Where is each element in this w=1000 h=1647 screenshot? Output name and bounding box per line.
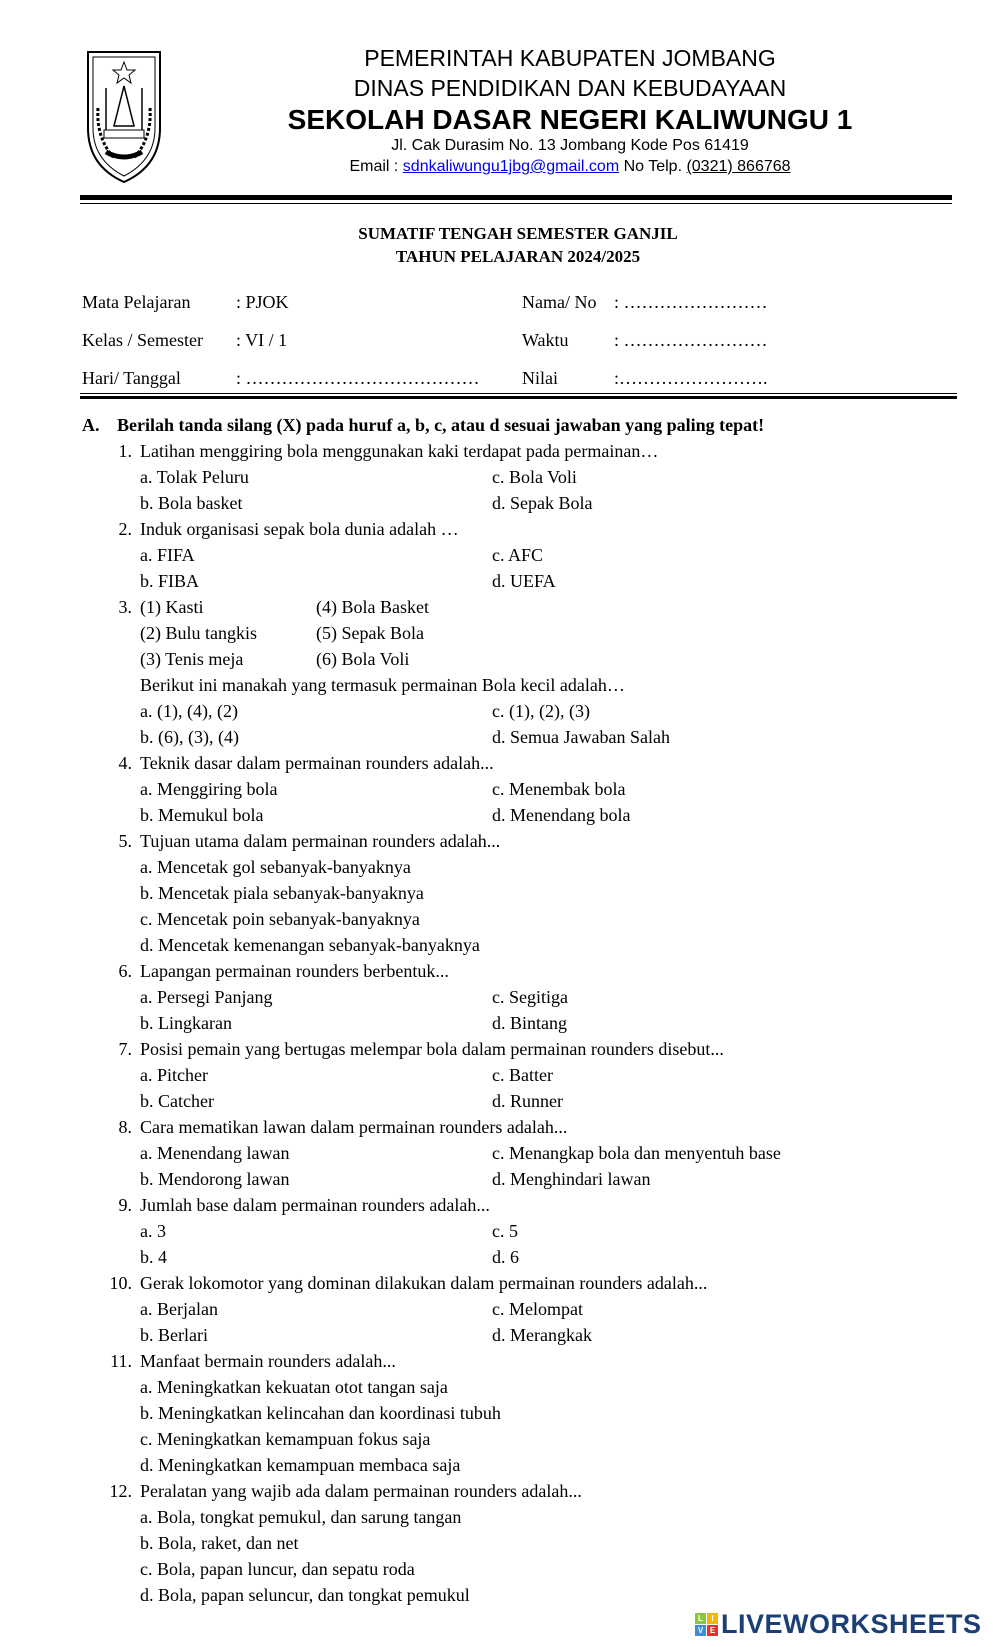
info-rule-thin <box>80 393 957 394</box>
preamble-item: (3) Tenis meja <box>140 649 244 669</box>
academic-year: TAHUN PELAJARAN 2024/2025 <box>395 247 641 266</box>
live-blocks-icon <box>695 1613 718 1636</box>
answer-option[interactable]: b. Mendorong lawan <box>140 1169 290 1189</box>
day-field[interactable]: : ………………………………… <box>236 368 480 388</box>
question-text: Peralatan yang wajib ada dalam permainan rounders adalah... <box>140 1481 582 1501</box>
answer-option[interactable]: c. Bola Voli <box>492 467 577 487</box>
option-row <box>82 1322 962 1348</box>
answer-option[interactable]: b. Lingkaran <box>140 1013 232 1033</box>
answer-option[interactable]: c. AFC <box>492 545 544 565</box>
question-item <box>82 958 962 1036</box>
preamble-row <box>82 646 962 672</box>
email-label: Email : <box>349 158 403 175</box>
answer-option[interactable]: b. Memukul bola <box>140 805 264 825</box>
answer-option[interactable]: a. Tolak Peluru <box>140 467 249 487</box>
question-text: Teknik dasar dalam permainan rounders adalah... <box>140 753 494 773</box>
government-name: PEMERINTAH KABUPATEN JOMBANG <box>364 45 776 71</box>
question-text: Cara mematikan lawan dalam permainan rounders adalah... <box>140 1117 568 1137</box>
subject-value: : PJOK <box>236 292 289 312</box>
day-label: Hari/ Tanggal <box>82 368 181 388</box>
answer-option[interactable]: d. Mencetak kemenangan sebanyak-banyaknya <box>140 935 480 955</box>
answer-option[interactable]: c. Mencetak poin sebanyak-banyaknya <box>140 909 420 929</box>
option-row <box>82 1218 962 1244</box>
phone-number: (0321) 866768 <box>686 158 791 175</box>
answer-option[interactable]: a. Berjalan <box>140 1299 218 1319</box>
question-stem <box>82 1348 962 1374</box>
option-row <box>82 1010 962 1036</box>
option-row <box>82 1452 962 1478</box>
answer-option[interactable]: a. Menggiring bola <box>140 779 278 799</box>
option-row <box>82 906 962 932</box>
answer-option[interactable]: b. Bola, raket, dan net <box>140 1533 299 1553</box>
question-number: 11. <box>110 1351 132 1371</box>
department-name: DINAS PENDIDIKAN DAN KEBUDAYAAN <box>353 75 787 101</box>
question-text: Lapangan permainan rounders berbentuk... <box>140 961 449 981</box>
header-rule-thick <box>80 195 952 200</box>
contact-line <box>200 158 940 176</box>
question-number: 4. <box>118 753 132 773</box>
question-item <box>82 438 962 516</box>
question-text: Tujuan utama dalam permainan rounders adalah... <box>140 831 501 851</box>
answer-option[interactable]: c. Meningkatkan kemampuan fokus saja <box>140 1429 431 1449</box>
exam-title: SUMATIF TENGAH SEMESTER GANJIL <box>358 224 678 243</box>
answer-option[interactable]: d. Semua Jawaban Salah <box>492 727 670 747</box>
question-stem <box>82 1036 962 1062</box>
question-item <box>82 1114 962 1192</box>
option-row <box>82 1166 962 1192</box>
question-stem <box>82 1114 962 1140</box>
question-list <box>82 438 962 1608</box>
question-text: Posisi pemain yang bertugas melempar bola dalam permainan rounders disebut... <box>140 1039 724 1059</box>
question-item <box>82 1036 962 1114</box>
section-instruction: Berilah tanda silang (X) pada huruf a, b, c, atau d sesuai jawaban yang paling tepat! <box>117 415 765 435</box>
answer-option[interactable]: c. Batter <box>492 1065 553 1085</box>
option-row <box>82 1504 962 1530</box>
answer-option[interactable]: a. (1), (4), (2) <box>140 701 238 721</box>
option-row <box>82 1426 962 1452</box>
option-row <box>82 1140 962 1166</box>
time-field[interactable]: : …………………… <box>614 330 768 350</box>
question-item <box>82 828 962 958</box>
question-stem <box>82 1270 962 1296</box>
question-number: 6. <box>118 961 132 981</box>
question-text: Berikut ini manakah yang termasuk permainan Bola kecil adalah… <box>140 675 625 695</box>
question-number: 1. <box>118 441 132 461</box>
question-stem <box>82 828 962 854</box>
preamble-item: (5) Sepak Bola <box>316 623 424 643</box>
email-link[interactable]: sdnkaliwungu1jbg@gmail.com <box>402 158 620 175</box>
option-row <box>82 1296 962 1322</box>
answer-option[interactable]: c. (1), (2), (3) <box>492 701 590 721</box>
answer-option[interactable]: d. Menendang bola <box>492 805 631 825</box>
answer-option[interactable]: b. Meningkatkan kelincahan dan koordinasi tubuh <box>140 1403 501 1423</box>
subject-label: Mata Pelajaran <box>82 292 191 312</box>
score-label: Nilai <box>522 368 558 388</box>
question-stem <box>82 594 962 620</box>
answer-option[interactable]: d. UEFA <box>492 571 556 591</box>
answer-option[interactable]: c. Menangkap bola dan menyentuh base <box>492 1143 781 1163</box>
question-text: Manfaat bermain rounders adalah... <box>140 1351 396 1371</box>
answer-option[interactable]: a. FIFA <box>140 545 195 565</box>
question-number: 12. <box>109 1481 132 1501</box>
option-row <box>82 1244 962 1270</box>
question-number: 5. <box>118 831 132 851</box>
name-label: Nama/ No <box>522 292 597 312</box>
answer-option[interactable]: c. 5 <box>492 1221 518 1241</box>
preamble-item: (2) Bulu tangkis <box>140 623 257 643</box>
preamble-item: (4) Bola Basket <box>316 597 429 617</box>
answer-option[interactable]: a. Pitcher <box>140 1065 208 1085</box>
time-label: Waktu <box>522 330 569 350</box>
answer-option[interactable]: d. Merangkak <box>492 1325 592 1345</box>
answer-option[interactable]: d. Menghindari lawan <box>492 1169 651 1189</box>
answer-option[interactable]: a. Mencetak gol sebanyak-banyaknya <box>140 857 411 877</box>
answer-option[interactable]: b. FIBA <box>140 571 200 591</box>
option-row <box>82 1556 962 1582</box>
liveworksheets-logo <box>695 1609 982 1640</box>
option-row <box>82 464 962 490</box>
liveworksheets-wordmark: LIVEWORKSHEETS <box>721 1609 982 1639</box>
answer-option[interactable]: d. Bola, papan seluncur, dan tongkat pemukul <box>140 1585 470 1605</box>
class-value: : VI / 1 <box>236 330 288 350</box>
name-field[interactable]: : …………………… <box>614 292 768 312</box>
option-row <box>82 490 962 516</box>
option-row <box>82 1582 962 1608</box>
question-stem <box>82 958 962 984</box>
option-row <box>82 1374 962 1400</box>
logo-letter: I <box>707 1613 718 1624</box>
option-row <box>82 698 962 724</box>
answer-option[interactable]: c. Menembak bola <box>492 779 626 799</box>
question-number: 8. <box>118 1117 132 1137</box>
option-row <box>82 984 962 1010</box>
answer-option[interactable]: c. Segitiga <box>492 987 568 1007</box>
header-rule-thin <box>80 203 952 204</box>
phone-label: No Telp. <box>619 158 687 175</box>
option-row <box>82 802 962 828</box>
answer-option[interactable]: b. Catcher <box>140 1091 214 1111</box>
question-stem <box>82 516 962 542</box>
answer-option[interactable]: c. Melompat <box>492 1299 583 1319</box>
answer-option[interactable]: d. Sepak Bola <box>492 493 593 513</box>
section-label: A. <box>82 415 100 435</box>
question-number: 10. <box>109 1273 132 1293</box>
question-text: Gerak lokomotor yang dominan dilakukan dalam permainan rounders adalah... <box>140 1273 708 1293</box>
question-item <box>82 1192 962 1270</box>
school-address: Jl. Cak Durasim No. 13 Jombang Kode Pos 61419 <box>391 137 749 154</box>
logo-letter: V <box>695 1625 706 1636</box>
question-number: 2. <box>118 519 132 539</box>
answer-option[interactable]: a. Menendang lawan <box>140 1143 290 1163</box>
logo-letter: L <box>695 1613 706 1624</box>
answer-option[interactable]: b. 4 <box>140 1247 167 1267</box>
answer-option[interactable]: a. Bola, tongkat pemukul, dan sarung tangan <box>140 1507 462 1527</box>
question-number: 7. <box>118 1039 132 1059</box>
option-row <box>82 776 962 802</box>
preamble-row <box>82 620 962 646</box>
option-row <box>82 1088 962 1114</box>
option-row <box>82 568 962 594</box>
answer-option[interactable]: d. Bintang <box>492 1013 567 1033</box>
question-text: Latihan menggiring bola menggunakan kaki terdapat pada permainan… <box>140 441 659 461</box>
answer-option[interactable]: a. 3 <box>140 1221 166 1241</box>
option-row <box>82 1062 962 1088</box>
question-text <box>82 672 962 698</box>
answer-option[interactable]: d. 6 <box>492 1247 519 1267</box>
answer-option[interactable]: c. Bola, papan luncur, dan sepatu roda <box>140 1559 415 1579</box>
option-row <box>82 854 962 880</box>
question-item <box>82 750 962 828</box>
question-stem <box>82 1192 962 1218</box>
answer-option[interactable]: b. Mencetak piala sebanyak-banyaknya <box>140 883 424 903</box>
question-stem <box>82 750 962 776</box>
question-item <box>82 516 962 594</box>
answer-option[interactable]: a. Persegi Panjang <box>140 987 273 1007</box>
answer-option[interactable]: b. Bola basket <box>140 493 243 513</box>
question-item <box>82 594 962 750</box>
question-section <box>82 412 962 1608</box>
option-row <box>82 724 962 750</box>
answer-option[interactable]: d. Runner <box>492 1091 563 1111</box>
answer-option[interactable]: b. Berlari <box>140 1325 208 1345</box>
question-item <box>82 1348 962 1478</box>
question-text: Jumlah base dalam permainan rounders adalah... <box>140 1195 490 1215</box>
class-label: Kelas / Semester <box>82 330 203 350</box>
question-item <box>82 1270 962 1348</box>
question-text: Induk organisasi sepak bola dunia adalah … <box>140 519 459 539</box>
school-name: SEKOLAH DASAR NEGERI KALIWUNGU 1 <box>287 104 853 135</box>
option-row <box>82 1400 962 1426</box>
preamble-item: (1) Kasti <box>140 597 204 617</box>
option-row <box>82 932 962 958</box>
question-stem <box>82 438 962 464</box>
info-rule-thick <box>80 396 957 399</box>
score-field[interactable]: :……………………. <box>614 368 768 388</box>
option-row <box>82 880 962 906</box>
section-heading <box>82 412 962 438</box>
preamble-item: (6) Bola Voli <box>316 649 410 669</box>
answer-option[interactable]: b. (6), (3), (4) <box>140 727 239 747</box>
option-row <box>82 1530 962 1556</box>
answer-option[interactable]: a. Meningkatkan kekuatan otot tangan saja <box>140 1377 448 1397</box>
question-number: 9. <box>118 1195 132 1215</box>
question-item <box>82 1478 962 1608</box>
question-number: 3. <box>118 597 132 617</box>
logo-letter: E <box>707 1625 718 1636</box>
option-row <box>82 542 962 568</box>
answer-option[interactable]: d. Meningkatkan kemampuan membaca saja <box>140 1455 461 1475</box>
question-stem <box>82 1478 962 1504</box>
regency-emblem-logo <box>84 48 164 186</box>
